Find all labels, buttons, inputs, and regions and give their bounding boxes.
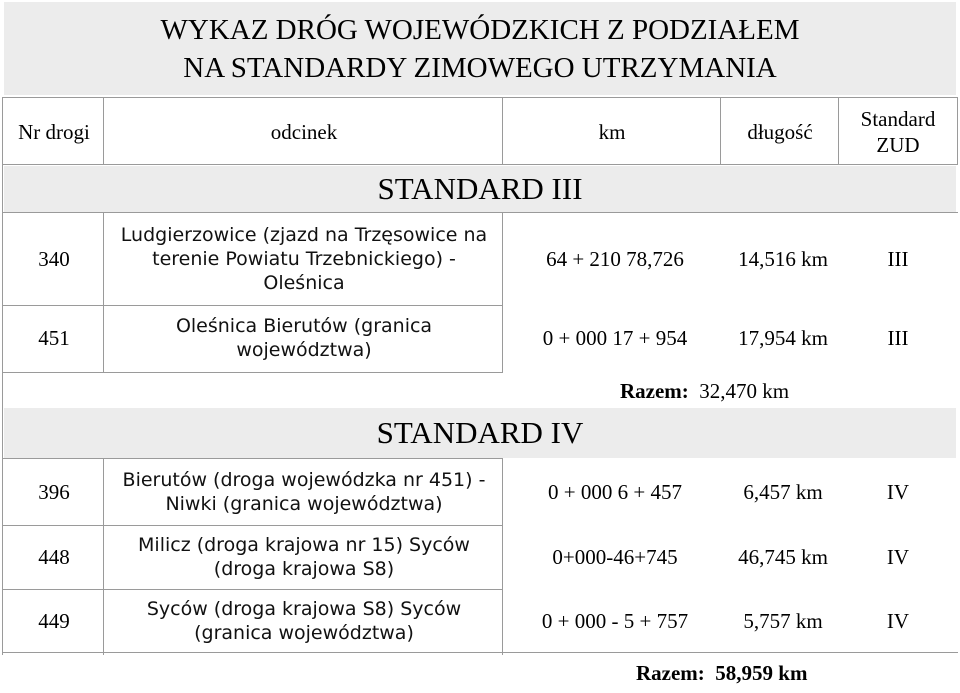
divider [2,525,502,526]
divider [2,372,502,373]
row-396-km: 0 + 000 6 + 457 [548,479,682,504]
divider [2,212,958,213]
row-451-nr: 451 [38,326,70,350]
header-nr: Nr drogi [18,120,90,144]
header-standard-line-1: Standard [860,107,936,131]
title-line-1: WYKAZ DRÓG WOJEWÓDZKICH Z PODZIAŁEM [160,13,800,46]
divider [2,458,502,459]
odcinek-line: Syców (droga krajowa S8) Syców [146,598,462,620]
divider [838,97,839,165]
divider [720,97,721,165]
row-396-odcinek [104,460,504,524]
row-448-standard: IV [886,544,910,569]
razem-value: 32,470 km [699,378,790,403]
row-448-km: 0+000-46+745 [552,544,678,569]
header-km: km [598,120,626,144]
title-line-2: NA STANDARDY ZIMOWEGO UTRZYMANIA [183,51,777,84]
razem-label: Razem: [620,378,689,403]
row-340-standard: III [887,246,909,271]
divider [103,458,104,655]
divider [502,212,503,373]
odcinek-line: województwa) [236,339,372,361]
row-448-odcinek [104,526,504,588]
odcinek-line: Bierutów (droga wojewódzka nr 451) - [122,469,486,491]
row-451-odcinek [104,306,504,370]
row-449-standard: IV [886,608,910,633]
divider [502,97,503,165]
razem-standard-iv [636,656,876,690]
razem-label: Razem: [636,660,705,685]
header-standard-line-2: ZUD [876,133,920,157]
row-396-standard: IV [886,479,910,504]
divider [103,97,104,165]
odcinek-line: Milicz (droga krajowa nr 15) Syców [138,534,470,556]
row-340-nr: 340 [38,247,70,271]
divider [502,458,503,655]
row-451-standard: III [887,325,909,350]
odcinek-line: terenie Powiatu Trzebnickiego) - [152,248,456,270]
divider [2,652,958,653]
odcinek-line: Niwki (granica województwa) [165,493,443,515]
row-340-odcinek [104,214,504,304]
section-heading-standard-iv-text: STANDARD IV [376,415,584,450]
row-449-odcinek [104,590,504,652]
row-449-km: 0 + 000 - 5 + 757 [541,608,689,633]
divider [2,97,3,655]
document-title [4,2,956,95]
header-standard-zud [840,100,956,164]
razem-value: 58,959 km [715,660,808,685]
row-449-nr: 449 [38,609,70,633]
row-396-dlugosc: 6,457 km [743,479,823,504]
divider [2,164,958,165]
row-340-km: 64 + 210 78,726 [546,246,684,271]
row-451-km: 0 + 000 17 + 954 [542,325,688,350]
odcinek-line: (granica województwa) [194,622,414,644]
divider [2,97,958,98]
odcinek-line: Oleśnica Bierutów (granica [175,315,433,337]
row-340-dlugosc: 14,516 km [738,246,828,271]
row-449-dlugosc: 5,757 km [743,608,823,633]
row-396-nr: 396 [38,480,70,504]
row-451-dlugosc: 17,954 km [738,325,828,350]
section-heading-standard-iii: STANDARD III [4,166,956,212]
divider [103,212,104,373]
odcinek-line: Oleśnica [263,272,345,294]
header-odcinek: odcinek [270,120,338,144]
odcinek-line: (droga krajowa S8) [213,558,395,580]
razem-standard-iii [620,374,860,408]
row-448-nr: 448 [38,545,70,569]
row-448-dlugosc: 46,745 km [738,544,828,569]
section-heading-standard-iv [4,408,956,458]
divider [2,589,502,590]
divider [957,97,958,165]
header-dlugosc: długość [747,120,813,144]
odcinek-line: Ludgierzowice (zjazd na Trzęsowice na [120,224,488,246]
divider [2,305,502,306]
